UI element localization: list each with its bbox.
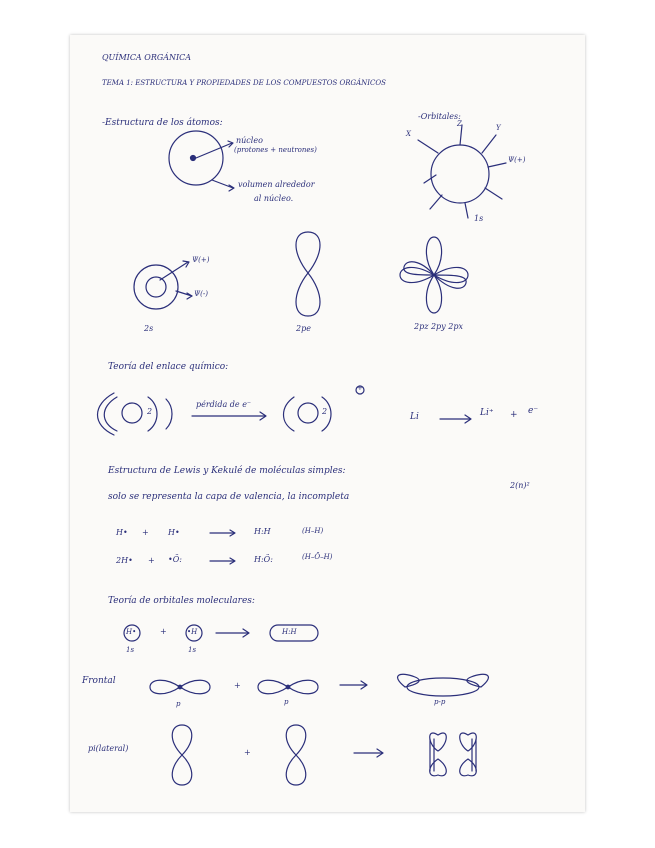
p-orbital-lateral-left-icon: [172, 725, 192, 785]
label-2p-set: 2pz 2py 2px: [414, 322, 463, 331]
eq2-product: H:Ö:: [254, 555, 273, 564]
frontal-label: Frontal: [82, 676, 116, 686]
electron-label: e⁻: [528, 406, 539, 416]
reaction-plus: +: [510, 410, 518, 420]
nucleus-label: núcleo: [236, 136, 263, 145]
shell-diagram-left-icon: [98, 393, 173, 435]
orbital-2s-inner-icon: [146, 277, 166, 297]
mo-heading: Teoría de orbitales moleculares:: [108, 596, 255, 606]
eq2-reactant-a: 2H•: [116, 556, 133, 565]
nucleus-detail: (protones + neutrones): [234, 146, 317, 154]
mo-label-left: 1s: [126, 646, 135, 654]
label-2p: 2pe: [296, 324, 311, 333]
volume-line2: al núcleo.: [254, 194, 294, 203]
orbital-2s-outer-icon: [134, 265, 178, 309]
orbital-2p-icon: [296, 232, 320, 316]
psi-plus-1s: Ψ(+): [508, 156, 526, 164]
orbital-2p-set-icon: [400, 237, 468, 313]
psi-minus-2s: Ψ(-): [194, 290, 208, 298]
handwritten-drawings: [70, 35, 585, 812]
orbital-axis-y: Y: [496, 124, 501, 132]
eq1-reactant-a: H•: [116, 528, 128, 537]
frontal-plus: +: [234, 681, 241, 690]
pi-bond-icon: [430, 733, 477, 776]
eq2-kekule: (H–Ō–H): [302, 553, 333, 561]
atoms-heading: -Estructura de los átomos:: [102, 118, 223, 128]
lateral-plus: +: [244, 748, 251, 757]
lateral-label: pi(lateral): [88, 744, 129, 753]
orbitals-heading: -Orbitales:: [418, 112, 461, 121]
topic-title: TEMA 1: ESTRUCTURA Y PROPIEDADES DE LOS COMPUESTOS ORGÁNICOS: [102, 79, 386, 87]
electron-loss-label: pérdida de e⁻: [196, 400, 252, 409]
shell-count-right: 2: [322, 407, 328, 416]
nucleus-arrow-line: [196, 143, 232, 158]
eq1-kekule: (H–H): [302, 527, 324, 535]
orbital-1s-circle-icon: [431, 145, 489, 203]
lewis-heading: Estructura de Lewis y Kekulé de moléculas simples:: [108, 466, 346, 476]
lewis-note-formula: 2(n)²: [510, 481, 530, 490]
bond-heading: Teoría del enlace químico:: [108, 362, 229, 372]
label-2s: 2s: [144, 324, 154, 333]
mo-h-left: H•: [126, 628, 137, 636]
eq1-product: H:H: [254, 527, 271, 536]
nucleus-dot-icon: [191, 156, 196, 161]
mo-h-right: •H: [187, 628, 198, 636]
p-orbital-lateral-right-icon: [286, 725, 306, 785]
frontal-pp: p-p: [434, 698, 446, 706]
shell-count-left: 2: [147, 407, 153, 416]
lithium-label: Li: [410, 412, 419, 422]
psi-plus-2s: Ψ(+): [192, 256, 210, 264]
frontal-p-left: p: [176, 700, 181, 708]
page-title: QUÍMICA ORGÁNICA: [102, 53, 192, 62]
p-orbital-frontal-right-icon: [258, 680, 318, 694]
label-1s: 1s: [474, 214, 484, 223]
volume-line1: volumen alrededor: [238, 180, 315, 189]
mo-label-right: 1s: [188, 646, 197, 654]
p-p-sigma-bond-icon: [398, 674, 489, 696]
eq1-plus: +: [142, 528, 149, 537]
eq2-reactant-b: •Ö:: [168, 555, 182, 564]
orbital-axis-x: X: [406, 130, 411, 138]
lewis-note: solo se representa la capa de valencia, la incompleta: [108, 492, 350, 502]
eq1-reactant-b: H•: [168, 528, 180, 537]
lithium-ion-label: Li⁺: [480, 408, 494, 418]
mo-plus: +: [160, 627, 167, 636]
notebook-page: [70, 35, 585, 812]
orbital-axis-z: Z: [457, 120, 462, 128]
positive-charge-sign: +: [357, 384, 363, 392]
mo-product: H:H: [282, 628, 297, 636]
frontal-p-right: p: [284, 698, 289, 706]
p-orbital-frontal-left-icon: [150, 680, 210, 694]
eq2-plus: +: [148, 556, 155, 565]
